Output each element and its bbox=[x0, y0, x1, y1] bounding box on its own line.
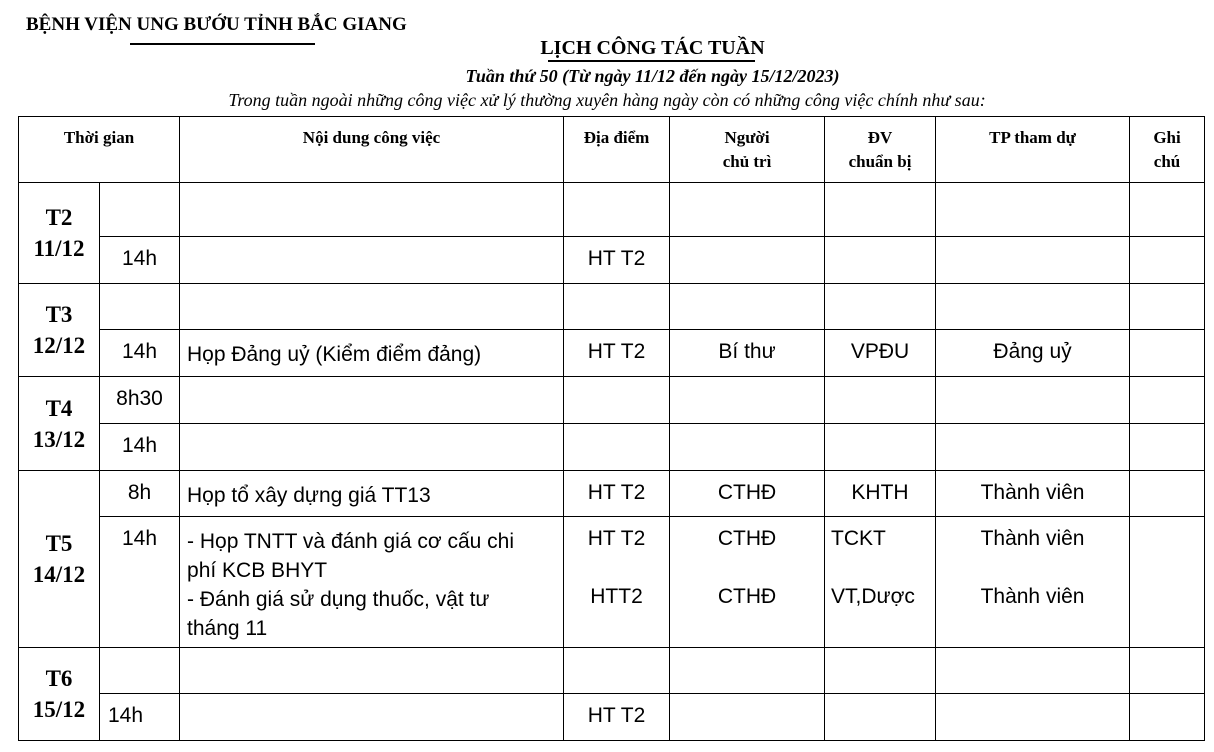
content-cell: Họp Đảng uỷ (Kiểm điểm đảng) bbox=[180, 330, 564, 377]
note-cell bbox=[1130, 648, 1205, 694]
content-cell bbox=[180, 517, 564, 648]
unit-line: TCKT bbox=[831, 527, 886, 550]
attendees-cell bbox=[936, 424, 1130, 471]
day-cell-t2 bbox=[19, 183, 100, 284]
time-cell bbox=[100, 648, 180, 694]
attendees-line: Thành viên bbox=[980, 527, 1085, 550]
table-row bbox=[19, 471, 1205, 517]
day-date: 14/12 bbox=[32, 562, 86, 587]
time-cell bbox=[100, 183, 180, 237]
attendees-cell: Thành viên bbox=[936, 471, 1130, 517]
col-unit-line1: ĐV bbox=[867, 128, 893, 147]
note-cell bbox=[1130, 330, 1205, 377]
location-cell: HT T2 bbox=[564, 237, 670, 284]
unit-cell bbox=[825, 424, 936, 471]
location-cell: HT T2 bbox=[564, 471, 670, 517]
location-cell bbox=[564, 517, 670, 648]
content-line: - Đánh giá sử dụng thuốc, vật tư bbox=[187, 588, 490, 611]
content-line: - Họp TNTT và đánh giá cơ cấu chi bbox=[187, 530, 514, 553]
location-cell bbox=[564, 284, 670, 330]
table-row bbox=[19, 183, 1205, 237]
table-row bbox=[19, 377, 1205, 424]
col-attendees-header: TP tham dự bbox=[936, 117, 1130, 183]
time-cell: 14h bbox=[100, 694, 180, 741]
attendees-cell bbox=[936, 694, 1130, 741]
location-cell bbox=[564, 424, 670, 471]
location-cell: HT T2 bbox=[564, 330, 670, 377]
day-cell-t4 bbox=[19, 377, 100, 471]
host-cell bbox=[670, 648, 825, 694]
location-line: HTT2 bbox=[590, 585, 643, 608]
note-cell bbox=[1130, 237, 1205, 284]
unit-cell: KHTH bbox=[825, 471, 936, 517]
day-cell-t5 bbox=[19, 471, 100, 648]
host-cell bbox=[670, 694, 825, 741]
note-cell bbox=[1130, 471, 1205, 517]
day-name: T2 bbox=[45, 205, 73, 230]
content-cell: Họp tổ xây dựng giá TT13 bbox=[180, 471, 564, 517]
time-cell bbox=[100, 284, 180, 330]
week-subtitle: Tuần thứ 50 (Từ ngày 11/12 đến ngày 15/12/2023) bbox=[465, 66, 840, 86]
day-date: 11/12 bbox=[33, 236, 85, 261]
table-row bbox=[19, 284, 1205, 330]
col-note-header bbox=[1130, 117, 1205, 183]
unit-cell bbox=[825, 517, 936, 648]
host-cell bbox=[670, 237, 825, 284]
day-name: T4 bbox=[45, 395, 73, 421]
attendees-cell bbox=[936, 284, 1130, 330]
hospital-name: BỆNH VIỆN UNG BƯỚU TỈNH BẮC GIANG bbox=[26, 14, 407, 35]
location-line: HT T2 bbox=[587, 527, 646, 550]
table-row bbox=[19, 237, 1205, 284]
time-cell: 8h30 bbox=[100, 377, 180, 424]
attendees-cell bbox=[936, 237, 1130, 284]
note-cell bbox=[1130, 377, 1205, 424]
attendees-cell bbox=[936, 517, 1130, 648]
host-cell bbox=[670, 183, 825, 237]
content-cell bbox=[180, 183, 564, 237]
host-line: CTHĐ bbox=[717, 585, 777, 608]
attendees-cell bbox=[936, 377, 1130, 424]
time-cell: 14h bbox=[100, 517, 180, 648]
content-cell bbox=[180, 694, 564, 741]
content-line: tháng 11 bbox=[187, 617, 268, 640]
content-cell bbox=[180, 424, 564, 471]
table-row bbox=[19, 648, 1205, 694]
unit-cell bbox=[825, 694, 936, 741]
time-cell: 14h bbox=[100, 330, 180, 377]
day-cell-t6 bbox=[19, 648, 100, 741]
col-note-line2: chú bbox=[1153, 152, 1181, 171]
col-unit-header bbox=[825, 117, 936, 183]
intro-text: Trong tuần ngoài những công việc xử lý thường xuyên hàng ngày còn có những công việc chính như sau: bbox=[228, 90, 986, 110]
title-underline bbox=[548, 60, 755, 62]
col-host-header bbox=[670, 117, 825, 183]
time-cell: 14h bbox=[100, 424, 180, 471]
unit-line: VT,Dược bbox=[831, 585, 915, 608]
day-date: 12/12 bbox=[32, 333, 86, 358]
day-name: T6 bbox=[45, 666, 73, 691]
location-cell bbox=[564, 183, 670, 237]
attendees-cell: Đảng uỷ bbox=[936, 330, 1130, 377]
day-cell-t3 bbox=[19, 284, 100, 377]
day-name: T5 bbox=[45, 531, 73, 556]
host-line: CTHĐ bbox=[717, 527, 777, 550]
day-date: 15/12 bbox=[32, 697, 86, 722]
host-cell bbox=[670, 377, 825, 424]
host-cell: Bí thư bbox=[670, 330, 825, 377]
page-title: LỊCH CÔNG TÁC TUẦN bbox=[540, 37, 765, 59]
content-cell bbox=[180, 377, 564, 424]
table-row bbox=[19, 694, 1205, 741]
attendees-cell bbox=[936, 183, 1130, 237]
table-row bbox=[19, 517, 1205, 648]
note-cell bbox=[1130, 517, 1205, 648]
note-cell bbox=[1130, 694, 1205, 741]
content-cell bbox=[180, 284, 564, 330]
time-cell: 14h bbox=[100, 237, 180, 284]
table-row bbox=[19, 330, 1205, 377]
col-unit-line2: chuẩn bị bbox=[848, 152, 912, 171]
content-cell bbox=[180, 648, 564, 694]
col-location-header: Địa điểm bbox=[564, 117, 670, 183]
attendees-line: Thành viên bbox=[980, 585, 1085, 608]
host-cell: CTHĐ bbox=[670, 471, 825, 517]
col-host-line2: chủ trì bbox=[722, 152, 772, 171]
header-row bbox=[19, 117, 1205, 183]
col-host-line1: Người bbox=[724, 128, 770, 147]
location-cell bbox=[564, 377, 670, 424]
note-cell bbox=[1130, 183, 1205, 237]
schedule-table bbox=[18, 116, 1205, 741]
day-name: T3 bbox=[45, 302, 73, 327]
note-cell bbox=[1130, 424, 1205, 471]
unit-cell bbox=[825, 648, 936, 694]
time-cell: 8h bbox=[100, 471, 180, 517]
location-cell bbox=[564, 648, 670, 694]
unit-cell bbox=[825, 377, 936, 424]
note-cell bbox=[1130, 284, 1205, 330]
attendees-cell bbox=[936, 648, 1130, 694]
host-cell bbox=[670, 424, 825, 471]
host-cell bbox=[670, 517, 825, 648]
unit-cell bbox=[825, 183, 936, 237]
unit-cell: VPĐU bbox=[825, 330, 936, 377]
col-note-line1: Ghi bbox=[1153, 128, 1181, 147]
unit-cell bbox=[825, 284, 936, 330]
col-content-header: Nội dung công việc bbox=[180, 117, 564, 183]
content-cell bbox=[180, 237, 564, 284]
col-time-header: Thời gian bbox=[19, 117, 180, 183]
table-row bbox=[19, 424, 1205, 471]
content-line: phí KCB BHYT bbox=[187, 559, 328, 582]
location-cell: HT T2 bbox=[564, 694, 670, 741]
host-cell bbox=[670, 284, 825, 330]
day-date: 13/12 bbox=[32, 426, 86, 452]
unit-cell bbox=[825, 237, 936, 284]
